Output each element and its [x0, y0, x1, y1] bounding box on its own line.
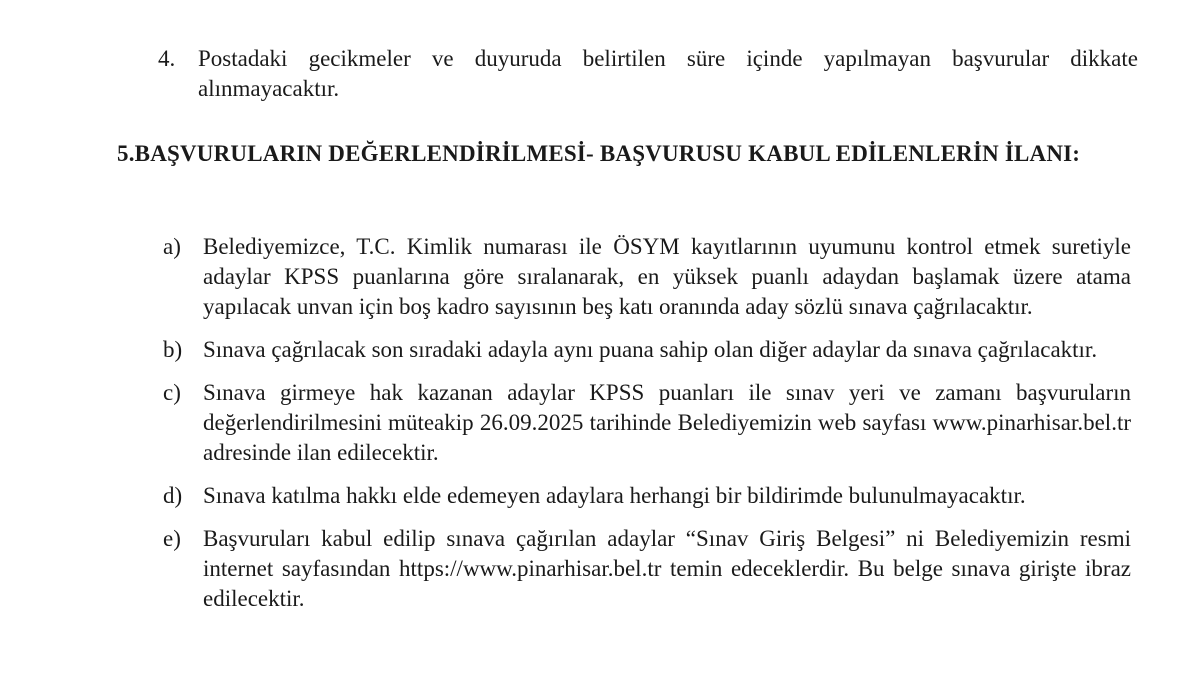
list-item-text: Sınava girmeye hak kazanan adaylar KPSS puanları ile sınav yeri ve zamanı başvuruların değerlendirilmesini müteakip 26.09.2025 tarihinde Belediyemizin web sayfası www.pinarhisar.bel.tr adresinde ilan edilecektir. [203, 380, 1131, 465]
list-item-label: b) [163, 337, 183, 362]
list-item-d [163, 481, 1131, 511]
list-item-text: Sınava çağrılacak son sıradaki adayla aynı puana sahip olan diğer adaylar da sınava çağrılacaktır. [203, 337, 1098, 362]
list-item-e [163, 524, 1131, 614]
list-item-text: Başvuruları kabul edilip sınava çağırılan adaylar “Sınav Giriş Belgesi” ni Belediyemizin resmi internet sayfasından https://www.pinarhisar.bel.tr temin edeceklerdir. Bu belge sınava girişte ibraz edilecektir. [203, 526, 1131, 611]
numbered-item-4 [158, 44, 1138, 104]
list-item-label: c) [163, 380, 181, 405]
list-item-a [163, 232, 1131, 322]
list-item-text: Sınava katılma hakkı elde edemeyen adaylara herhangi bir bildirimde bulunulmayacaktır. [203, 483, 1026, 508]
list-item-text: Belediyemizce, T.C. Kimlik numarası ile ÖSYM kayıtlarının uyumunu kontrol etmek suretiyle adaylar KPSS puanlarına göre sıralanarak, en yüksek puanlı adaydan başlamak üzere atama yapılacak unvan için boş kadro sayısının beş katı oranında aday sözlü sınava çağrılacaktır. [203, 234, 1131, 319]
item-text: Postadaki gecikmeler ve duyuruda belirtilen süre içinde yapılmayan başvurular dikkate alınmayacaktır. [198, 46, 1138, 101]
list-item-label: e) [163, 526, 181, 551]
section-heading: 5.BAŞVURULARIN DEĞERLENDİRİLMESİ- BAŞVURUSU KABUL EDİLENLERİN İLANI: [117, 141, 1081, 166]
list-item-c [163, 378, 1131, 468]
lettered-list [163, 232, 1131, 627]
list-item-label: a) [163, 234, 181, 259]
list-item-label: d) [163, 483, 183, 508]
list-item-b [163, 335, 1131, 365]
item-number: 4. [158, 46, 176, 71]
